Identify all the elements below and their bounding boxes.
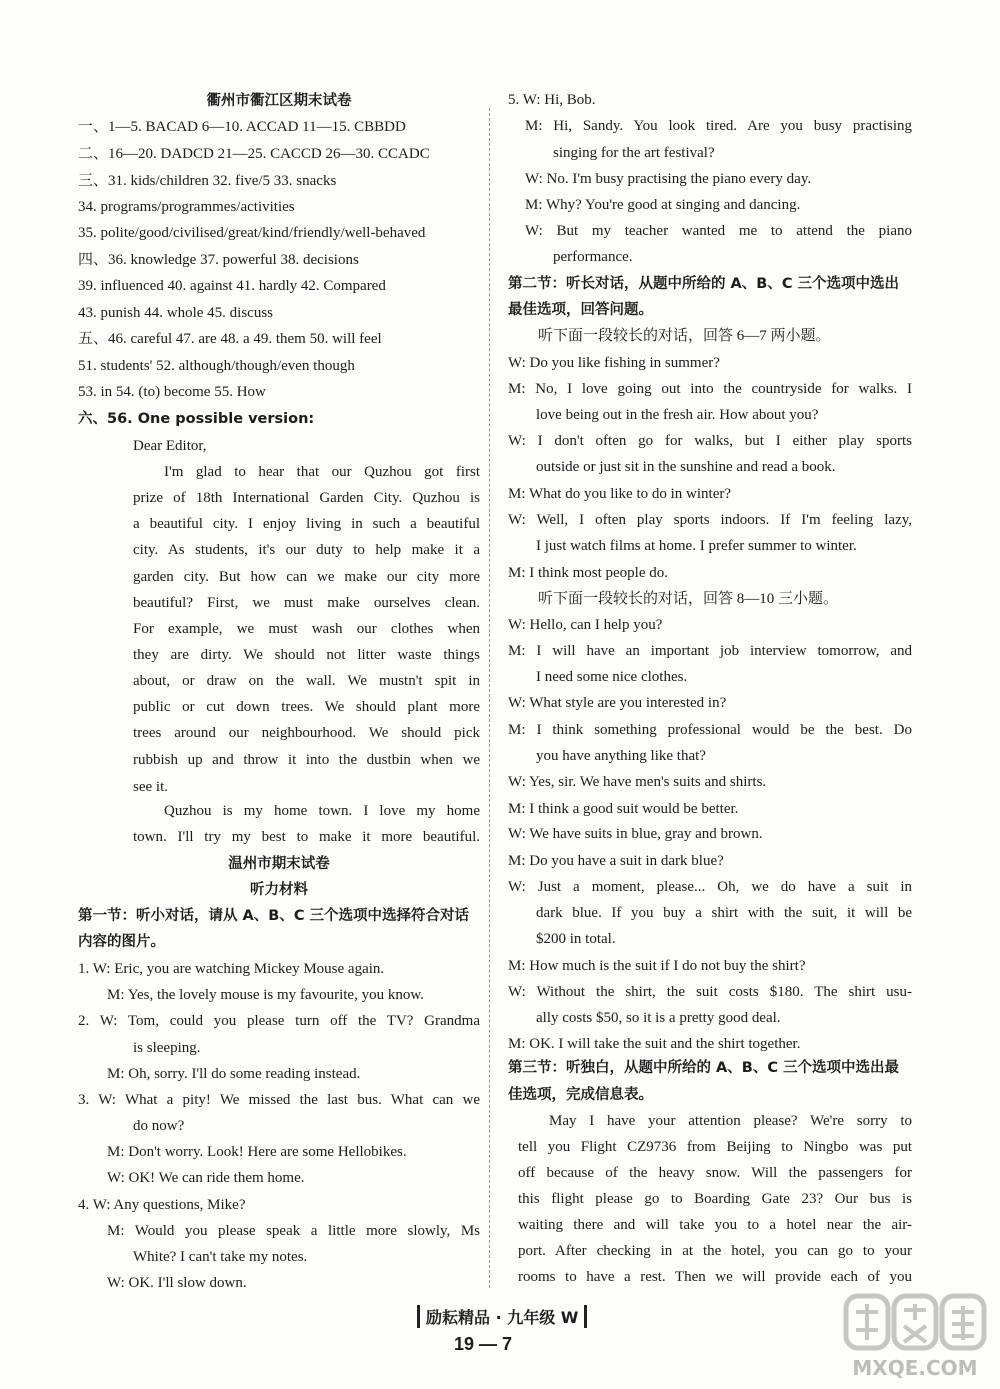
- text-line: 53. in 54. (to) become 55. How: [78, 384, 266, 400]
- text-line: tell you Flight CZ9736 from Beijing to Ningbo was put: [518, 1139, 912, 1155]
- text-line: 听下面一段较长的对话，回答 8—10 三小题。: [538, 591, 839, 607]
- section-heading: 第一节：听小对话，请从 A、B、C 三个选项中选择符合对话: [78, 908, 470, 924]
- section-heading: 第二节：听长对话，从题中所给的 A、B、C 三个选项中选出: [508, 276, 900, 292]
- text-line: M: I think a good suit would be better.: [508, 801, 739, 817]
- section-heading: 内容的图片。: [78, 934, 165, 950]
- text-line: M: What do you like to do in winter?: [508, 486, 732, 502]
- text-line: M: How much is the suit if I do not buy the shirt?: [508, 958, 806, 974]
- text-line: off because of the heavy snow. Will the passengers for: [518, 1165, 912, 1181]
- text-line: 三、31. kids/children 32. five/5 33. snacks: [78, 173, 337, 189]
- text-line: M: I think something professional would be the best. Do: [508, 722, 912, 738]
- text-line: I need some nice clothes.: [536, 669, 688, 685]
- text-line: 39. influenced 40. against 41. hardly 42. Compared: [78, 278, 386, 294]
- text-line: M: Yes, the lovely mouse is my favourite, you know.: [107, 987, 424, 1003]
- watermark-logo: [840, 1290, 990, 1385]
- text-line: prize of 18th International Garden City. Quzhou is: [133, 490, 480, 506]
- footer-brand: 励耘精品 · 九年级 W: [417, 1305, 587, 1328]
- text-line: do now?: [133, 1118, 185, 1134]
- section-heading: 最佳选项，回答问题。: [508, 302, 653, 318]
- text-line: M: I think most people do.: [508, 565, 668, 581]
- text-line: beautiful? First, we must make ourselves clean.: [133, 595, 480, 611]
- text-line: M: Don't worry. Look! Here are some Hellobikes.: [107, 1144, 407, 1160]
- section-title: 衢州市衢江区期末试卷: [206, 93, 352, 109]
- text-line: W: OK! We can ride them home.: [107, 1170, 305, 1186]
- text-line: a beautiful city. I enjoy living in such a beautiful: [133, 516, 480, 532]
- text-line: rubbish up and throw it into the dustbin when we: [133, 752, 480, 768]
- text-line: W: We have suits in blue, gray and brown.: [508, 826, 763, 842]
- page-number: 19 — 7: [454, 1334, 513, 1354]
- text-line: city. As students, it's our duty to help make it a: [133, 542, 480, 558]
- text-line: 2. W: Tom, could you please turn off the TV? Grandma: [78, 1013, 480, 1029]
- text-line: W: What style are you interested in?: [508, 695, 727, 711]
- section-heading: 六、56. One possible version:: [78, 411, 315, 427]
- text-line: ally costs $50, so it is a pretty good deal.: [536, 1010, 781, 1026]
- section-title: 温州市期末试卷: [228, 856, 330, 872]
- watermark-stamp-icon: [840, 1290, 990, 1356]
- section-heading: 佳选项，完成信息表。: [508, 1087, 653, 1103]
- text-line: M: Why? You're good at singing and dancing.: [525, 197, 801, 213]
- text-line: 四、36. knowledge 37. powerful 38. decisions: [78, 252, 359, 268]
- text-line: rooms to have a rest. Then we will provide each of you: [518, 1269, 912, 1285]
- text-line: 51. students' 52. although/though/even though: [78, 358, 355, 374]
- text-line: 43. punish 44. whole 45. discuss: [78, 305, 273, 321]
- text-line: performance.: [553, 249, 633, 265]
- text-line: M: Hi, Sandy. You look tired. Are you busy practising: [525, 118, 912, 134]
- text-line: W: Yes, sir. We have men's suits and shirts.: [508, 774, 767, 790]
- text-line: 一、1—5. BACAD 6—10. ACCAD 11—15. CBBDD: [78, 119, 406, 135]
- text-line: Dear Editor,: [133, 438, 207, 454]
- text-line: 3. W: What a pity! We missed the last bus. What can we: [78, 1092, 480, 1108]
- section-title: 听力材料: [250, 882, 308, 898]
- text-line: town. I'll try my best to make it more beautiful.: [133, 829, 480, 845]
- text-line: 二、16—20. DADCD 21—25. CACCD 26—30. CCADC: [78, 146, 430, 162]
- watermark-text: MXQE.COM: [852, 1356, 978, 1380]
- text-line: W: Without the shirt, the suit costs $180. The shirt usu-: [508, 984, 912, 1000]
- text-line: about, or draw on the wall. We mustn't spit in: [133, 673, 480, 689]
- text-line: 34. programs/programmes/activities: [78, 199, 295, 215]
- text-line: M: Oh, sorry. I'll do some reading instead.: [107, 1066, 361, 1082]
- text-line: you have anything like that?: [536, 748, 706, 764]
- text-line: see it.: [133, 779, 168, 795]
- text-line: M: OK. I will take the suit and the shirt together.: [508, 1036, 801, 1052]
- text-line: 五、46. careful 47. are 48. a 49. them 50. will feel: [78, 331, 382, 347]
- text-line: W: OK. I'll slow down.: [107, 1275, 247, 1291]
- text-line: M: Would you please speak a little more slowly, Ms: [107, 1223, 480, 1239]
- text-line: I just watch films at home. I prefer summer to winter.: [536, 538, 857, 554]
- text-line: waiting there and will take you to a hotel near the air-: [518, 1217, 912, 1233]
- text-line: W: Well, I often play sports indoors. If I'm feeling lazy,: [508, 512, 912, 528]
- text-line: M: Do you have a suit in dark blue?: [508, 853, 724, 869]
- text-line: I'm glad to hear that our Quzhou got first: [164, 464, 480, 480]
- text-line: W: I don't often go for walks, but I either play sports: [508, 433, 912, 449]
- text-line: 5. W: Hi, Bob.: [508, 92, 596, 108]
- text-line: W: But my teacher wanted me to attend the piano: [525, 223, 912, 239]
- column-divider: [489, 108, 490, 1288]
- text-line: outside or just sit in the sunshine and read a book.: [536, 459, 836, 475]
- text-line: W: Hello, can I help you?: [508, 617, 663, 633]
- text-line: 4. W: Any questions, Mike?: [78, 1197, 246, 1213]
- text-line: Quzhou is my home town. I love my home: [164, 803, 480, 819]
- text-line: White? I can't take my notes.: [133, 1249, 308, 1265]
- text-line: W: Do you like fishing in summer?: [508, 355, 720, 371]
- text-line: M: No, I love going out into the countryside for walks. I: [508, 381, 912, 397]
- text-line: 1. W: Eric, you are watching Mickey Mouse again.: [78, 961, 385, 977]
- text-line: M: I will have an important job interview tomorrow, and: [508, 643, 912, 659]
- text-line: W: No. I'm busy practising the piano every day.: [525, 171, 812, 187]
- text-line: trees around our neighbourhood. We should pick: [133, 725, 480, 741]
- text-line: public or cut down trees. We should plant more: [133, 699, 480, 715]
- text-line: 听下面一段较长的对话，回答 6—7 两小题。: [538, 328, 831, 344]
- text-line: For example, we must wash our clothes when: [133, 621, 480, 637]
- text-line: this flight please go to Boarding Gate 23? Our bus is: [518, 1191, 912, 1207]
- text-line: $200 in total.: [536, 931, 616, 947]
- text-line: port. After checking in at the hotel, you can go to your: [518, 1243, 912, 1259]
- section-heading: 第三节：听独白，从题中所给的 A、B、C 三个选项中选出最: [508, 1060, 900, 1076]
- text-line: W: Just a moment, please... Oh, we do have a suit in: [508, 879, 912, 895]
- text-line: 35. polite/good/civilised/great/kind/friendly/well-behaved: [78, 225, 426, 241]
- text-line: garden city. But how can we make our city more: [133, 569, 480, 585]
- text-line: singing for the art festival?: [553, 145, 715, 161]
- text-line: is sleeping.: [133, 1040, 201, 1056]
- text-line: love being out in the fresh air. How about you?: [536, 407, 819, 423]
- text-line: May I have your attention please? We're sorry to: [549, 1113, 912, 1129]
- text-line: they are dirty. We should not litter waste things: [133, 647, 480, 663]
- text-line: dark blue. If you buy a shirt with the suit, it will be: [536, 905, 912, 921]
